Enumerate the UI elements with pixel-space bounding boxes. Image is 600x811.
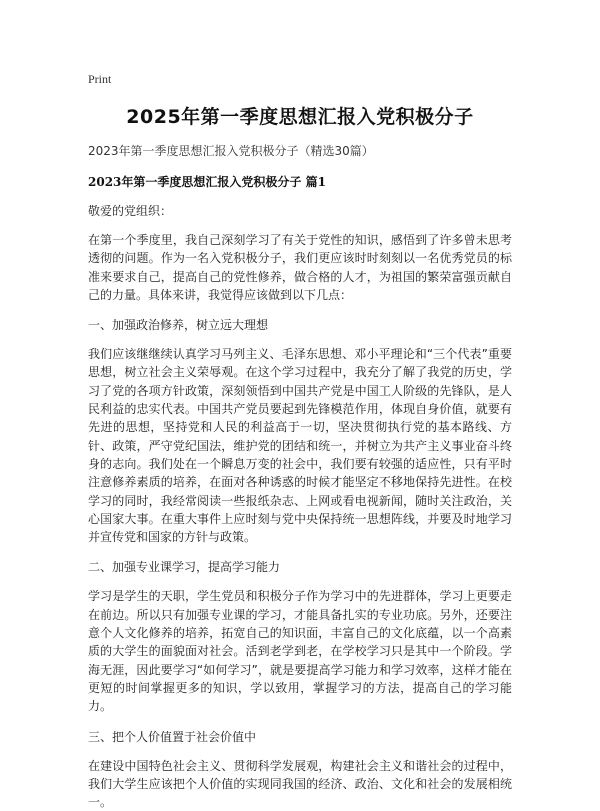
intro-paragraph: 在第一个季度里，我自己深刻学习了有关于党性的知识，感悟到了许多曾未思考透彻的问题。作为一名入党积极分子，我们更应该时时刻刻以一名优秀党员的标准来要求自己，提高自己的党性修养，做合格的人才，为祖国的繁荣富强贡献自己的力量。具体来讲，我觉得应该做到以下几点： — [88, 233, 512, 302]
subtitle: 2023年第一季度思想汇报入党积极分子（精选30篇） — [88, 144, 374, 158]
section3-title: 三、把个人价值置于社会价值中 — [88, 729, 257, 744]
salutation: 敬爱的党组织： — [88, 204, 173, 218]
print-link[interactable]: Print — [88, 72, 112, 86]
article-heading: 2023年第一季度思想汇报入党积极分子 篇1 — [88, 175, 326, 189]
page-title: 2025年第一季度思想汇报入党积极分子 — [126, 106, 474, 128]
section1-title: 一、加强政治修养，树立远大理想 — [88, 318, 269, 333]
section2-paragraph: 学习是学生的天职，学生党员和积极分子作为学习中的先进群体，学习上更要走在前边。所以只有加强专业课的学习，才能具备扎实的专业功底。另外，还要注意个人文化修养的培养，拓宽自己的知识面，丰富自己的文化底蕴，以一个高素质的大学生的面貌面对社会。活到老学到老，在学校学习只是其中一个阶段。学海无涯，因此要学习“如何学习”，就是要提高学习能力和学习效率，这样才能在更短的时间掌握更多的知识，学以致用，掌握学习的方法，提高自己的学习能力。 — [88, 589, 512, 714]
section1-paragraph: 我们应该继继续认真学习马列主义、毛泽东思想、邓小平理论和“三个代表”重要思想，树立社会主义荣辱观。在这个学习过程中，我充分了解了我党的历史，学习了党的各项方针政策，深刻领悟到中国共产党是中国工人阶级的先锋队，是人民利益的忠实代表。中国共产党员要起到先锋模范作用，体现自身价值，就要有先进的思想，坚持党和人民的利益高于一切，坚决贯彻执行党的基本路线、方针、政策，严守党纪国法，维护党的团结和统一，并树立为共产主义事业奋斗终身的志向。我们处在一个瞬息万变的社会中，我们要有较强的适应性，只有平时注意修养素质的培养，在面对各种诱惑的时候才能坚定不移地保持先进性。在校学习的同时，我经常阅读一些报纸杂志、上网或看电视新闻，随时关注政治，关心国家大事。在重大事件上应时刻与党中央保持统一思想阵线，并要及时地学习并宣传党和国家的方针与政策。 — [88, 347, 512, 545]
section3-paragraph: 在建设中国特色社会主义、贯彻科学发展观，构建社会主义和谐社会的过程中，我们大学生应该把个人价值的实现同我国的经济、政治、文化和社会的发展相统一。 — [88, 758, 512, 810]
section2-title: 二、加强专业课学习，提高学习能力 — [88, 560, 281, 575]
